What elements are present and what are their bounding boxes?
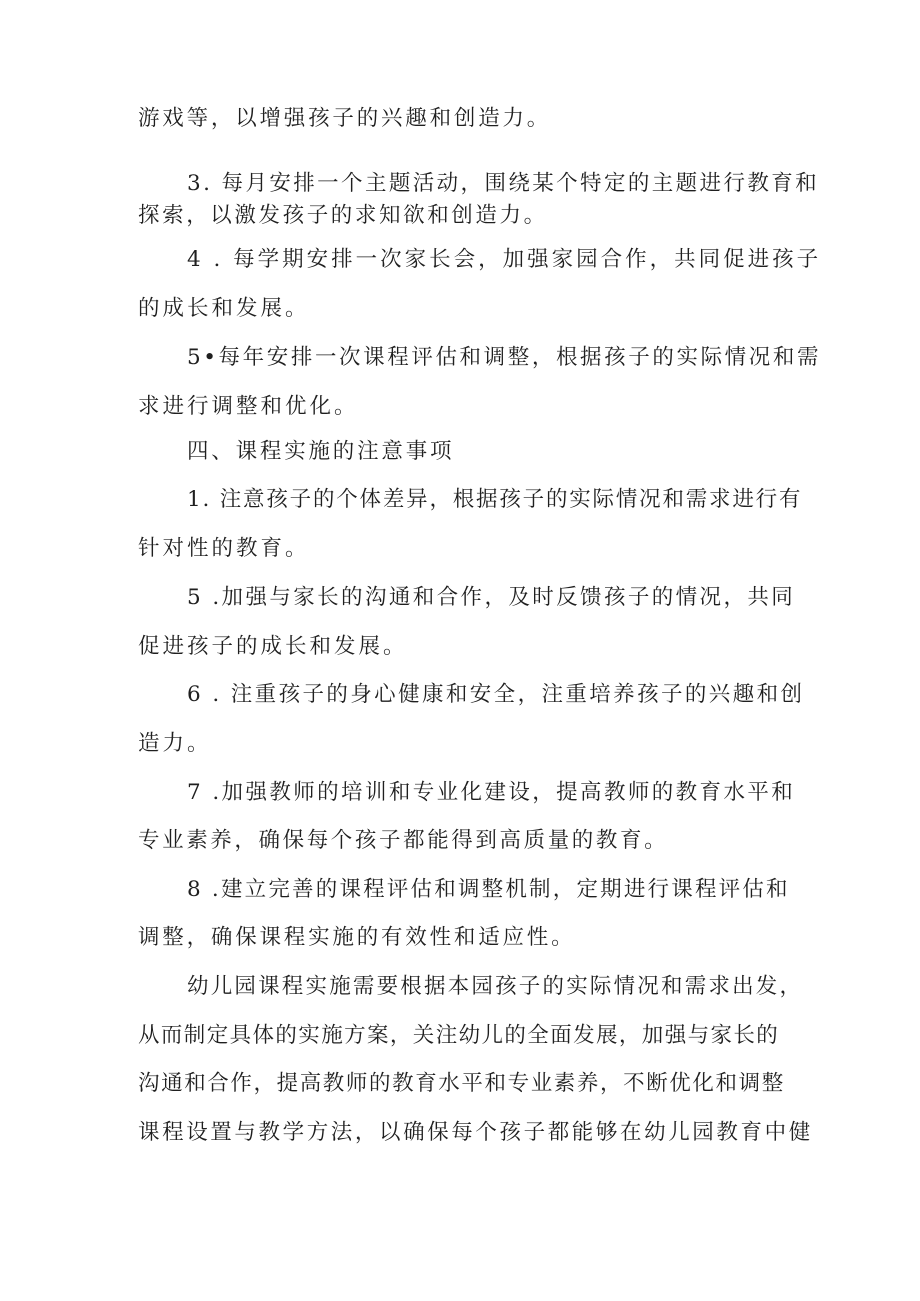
paragraph-line: 幼儿园课程实施需要根据本园孩子的实际情况和需求出发， (187, 974, 804, 999)
text-line: 探索，以激发孩子的求知欲和创造力。 (138, 203, 548, 228)
text-line: 专业素养，确保每个孩子都能得到高质量的教育。 (138, 828, 669, 853)
text-line: 造力。 (138, 731, 212, 756)
text-line: 求进行调整和优化。 (138, 394, 359, 419)
list-item-5: 5•每年安排一次课程评估和调整，根据孩子的实际情况和需 (187, 345, 822, 370)
text-line: 促进孩子的成长和发展。 (138, 634, 408, 659)
list-item-1: 1. 注意孩子的个体差异，根据孩子的实际情况和需求进行有 (187, 487, 803, 512)
list-item-3: 3. 每月安排一个主题活动，围绕某个特定的主题进行教育和 (187, 171, 820, 196)
paragraph-line: 课程设置与教学方法，以确保每个孩子都能够在幼儿园教育中健 (138, 1120, 813, 1145)
list-item-7: 7 .加强教师的培训和专业化建设，提高教师的教育水平和 (187, 780, 796, 805)
paragraph-line: 沟通和合作，提高教师的教育水平和专业素养，不断优化和调整 (138, 1071, 785, 1096)
list-item-5b: 5 .加强与家长的沟通和合作，及时反馈孩子的情况，共同 (187, 585, 796, 610)
text-line: 调整，确保课程实施的有效性和适应性。 (138, 925, 576, 950)
text-line: 针对性的教育。 (138, 536, 310, 561)
section-heading: 四、课程实施的注意事项 (187, 439, 455, 464)
text-line: 的成长和发展。 (138, 296, 310, 321)
text-line: 游戏等，以增强孩子的兴趣和创造力。 (138, 106, 552, 131)
list-item-6: 6 . 注重孩子的身心健康和安全，注重培养孩子的兴趣和创 (187, 682, 805, 707)
list-item-8: 8 .建立完善的课程评估和调整机制，定期进行课程评估和 (187, 877, 790, 902)
paragraph-line: 从而制定具体的实施方案，关注幼儿的全面发展，加强与家长的 (138, 1023, 780, 1048)
list-item-4: 4 . 每学期安排一次家长会，加强家园合作，共同促进孩子 (187, 247, 822, 272)
